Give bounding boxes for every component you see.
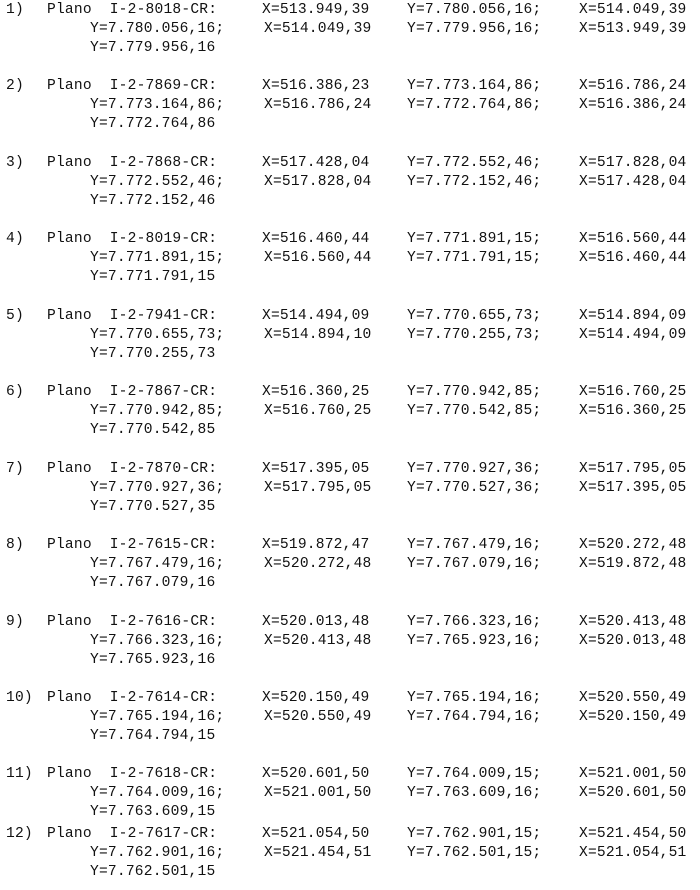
coordinate-y: Y=7.772.152,46 [90,193,216,209]
coordinate-x: X=520.550,49 [579,690,687,706]
plan-id: Plano I-2-7867-CR: [47,384,218,400]
coordinate-x: X=514.894,10 [264,327,372,343]
list-item [0,688,700,754]
coordinate-x: X=514.049,39 [264,21,372,37]
item-number: 2) [6,78,24,94]
coordinate-y: Y=7.766.323,16; [407,614,542,630]
coordinate-y: Y=7.764.009,15; [407,766,542,782]
list-item [0,382,700,448]
list-item [0,824,700,890]
coordinate-y: Y=7.762.501,15; [407,845,542,861]
coordinate-x: X=517.428,04 [262,155,370,171]
coordinate-x: X=519.872,48 [579,556,687,572]
coordinate-y: Y=7.772.552,46; [407,155,542,171]
coordinate-y: Y=7.770.527,35 [90,499,216,515]
coordinate-y: Y=7.771.891,15; [407,231,542,247]
coordinate-y: Y=7.765.194,16; [407,690,542,706]
coordinate-y: Y=7.767.079,16; [407,556,542,572]
coordinate-y: Y=7.770.655,73; [90,327,225,343]
coordinate-x: X=514.494,09 [579,327,687,343]
item-number: 8) [6,537,24,553]
coordinate-x: X=516.560,44 [579,231,687,247]
coordinate-y: Y=7.770.255,73; [407,327,542,343]
coordinate-y: Y=7.779.956,16 [90,40,216,56]
coordinate-x: X=520.013,48 [579,633,687,649]
coordinate-x: X=513.949,39 [579,21,687,37]
coordinate-x: X=521.001,50 [579,766,687,782]
coordinate-x: X=517.395,05 [262,461,370,477]
coordinate-y: Y=7.763.609,15 [90,804,216,820]
coordinate-x: X=521.001,50 [264,785,372,801]
plan-id: Plano I-2-8019-CR: [47,231,218,247]
coordinate-y: Y=7.780.056,16; [407,2,542,18]
coordinate-x: X=516.760,25 [264,403,372,419]
coordinate-y: Y=7.771.791,15; [407,250,542,266]
item-number: 5) [6,308,24,324]
item-number: 3) [6,155,24,171]
item-number: 10) [6,690,33,706]
coordinate-x: X=516.786,24 [264,97,372,113]
coordinate-x: X=517.828,04 [579,155,687,171]
list-item [0,535,700,601]
coordinate-x: X=520.413,48 [264,633,372,649]
coordinate-y: Y=7.767.479,16; [407,537,542,553]
coordinate-x: X=520.272,48 [264,556,372,572]
coordinate-y: Y=7.765.923,16 [90,652,216,668]
list-item [0,764,700,830]
plan-id: Plano I-2-7869-CR: [47,78,218,94]
coordinate-x: X=516.360,25 [579,403,687,419]
plan-id: Plano I-2-7616-CR: [47,614,218,630]
coordinate-x: X=517.428,04 [579,174,687,190]
plan-id: Plano I-2-7615-CR: [47,537,218,553]
coordinate-y: Y=7.764.794,16; [407,709,542,725]
coordinate-x: X=517.395,05 [579,480,687,496]
coordinate-y: Y=7.770.927,36; [90,480,225,496]
coordinate-x: X=521.454,50 [579,826,687,842]
item-number: 4) [6,231,24,247]
coordinate-x: X=520.550,49 [264,709,372,725]
coordinate-y: Y=7.779.956,16; [407,21,542,37]
coordinate-y: Y=7.772.552,46; [90,174,225,190]
list-item [0,612,700,678]
item-number: 6) [6,384,24,400]
coordinate-y: Y=7.762.901,15; [407,826,542,842]
plan-id: Plano I-2-7868-CR: [47,155,218,171]
list-item [0,459,700,525]
item-number: 12) [6,826,33,842]
coordinate-x: X=516.760,25 [579,384,687,400]
coordinate-x: X=514.894,09 [579,308,687,324]
coordinate-y: Y=7.770.527,36; [407,480,542,496]
coordinate-x: X=516.460,44 [262,231,370,247]
coordinate-y: Y=7.762.901,16; [90,845,225,861]
coordinate-x: X=516.386,23 [262,78,370,94]
list-item [0,76,700,142]
coordinate-y: Y=7.780.056,16; [90,21,225,37]
list-item [0,0,700,66]
coordinate-y: Y=7.765.194,16; [90,709,225,725]
coordinate-x: X=517.795,05 [264,480,372,496]
coordinate-x: X=513.949,39 [262,2,370,18]
item-number: 1) [6,2,24,18]
coordinate-x: X=520.150,49 [579,709,687,725]
coordinate-y: Y=7.770.542,85; [407,403,542,419]
coordinate-y: Y=7.773.164,86; [407,78,542,94]
coordinate-x: X=520.013,48 [262,614,370,630]
plan-id: Plano I-2-7617-CR: [47,826,218,842]
coordinate-x: X=517.828,04 [264,174,372,190]
coordinate-y: Y=7.770.942,85; [407,384,542,400]
coordinate-y: Y=7.766.323,16; [90,633,225,649]
plan-id: Plano I-2-8018-CR: [47,2,218,18]
item-number: 9) [6,614,24,630]
plan-id: Plano I-2-7941-CR: [47,308,218,324]
list-item [0,229,700,295]
coordinate-y: Y=7.772.764,86; [407,97,542,113]
coordinate-x: X=514.494,09 [262,308,370,324]
coordinate-x: X=516.386,24 [579,97,687,113]
coordinate-x: X=514.049,39 [579,2,687,18]
coordinate-x: X=516.460,44 [579,250,687,266]
coordinate-x: X=520.601,50 [262,766,370,782]
item-number: 7) [6,461,24,477]
coordinate-y: Y=7.770.942,85; [90,403,225,419]
coordinate-x: X=520.150,49 [262,690,370,706]
coordinate-x: X=521.054,50 [262,826,370,842]
coordinate-x: X=516.560,44 [264,250,372,266]
coordinate-x: X=517.795,05 [579,461,687,477]
list-item [0,306,700,372]
plan-id: Plano I-2-7870-CR: [47,461,218,477]
coordinate-y: Y=7.772.764,86 [90,116,216,132]
coordinate-y: Y=7.773.164,86; [90,97,225,113]
coordinate-y: Y=7.764.009,16; [90,785,225,801]
coordinate-x: X=520.601,50 [579,785,687,801]
coordinate-x: X=521.054,51 [579,845,687,861]
coordinate-x: X=519.872,47 [262,537,370,553]
coordinate-y: Y=7.772.152,46; [407,174,542,190]
list-item [0,153,700,219]
coordinate-x: X=516.786,24 [579,78,687,94]
coordinate-x: X=520.272,48 [579,537,687,553]
coordinate-y: Y=7.770.542,85 [90,422,216,438]
coordinate-x: X=521.454,51 [264,845,372,861]
item-number: 11) [6,766,33,782]
coordinate-y: Y=7.767.479,16; [90,556,225,572]
plan-id: Plano I-2-7614-CR: [47,690,218,706]
coordinate-y: Y=7.762.501,15 [90,864,216,880]
coordinate-y: Y=7.770.655,73; [407,308,542,324]
coordinate-y: Y=7.764.794,15 [90,728,216,744]
coordinate-x: X=516.360,25 [262,384,370,400]
coordinate-y: Y=7.767.079,16 [90,575,216,591]
coordinate-y: Y=7.765.923,16; [407,633,542,649]
coordinate-y: Y=7.770.255,73 [90,346,216,362]
coordinate-y: Y=7.770.927,36; [407,461,542,477]
coordinate-y: Y=7.771.891,15; [90,250,225,266]
coordinate-y: Y=7.763.609,16; [407,785,542,801]
plan-id: Plano I-2-7618-CR: [47,766,218,782]
coordinate-x: X=520.413,48 [579,614,687,630]
coordinate-y: Y=7.771.791,15 [90,269,216,285]
